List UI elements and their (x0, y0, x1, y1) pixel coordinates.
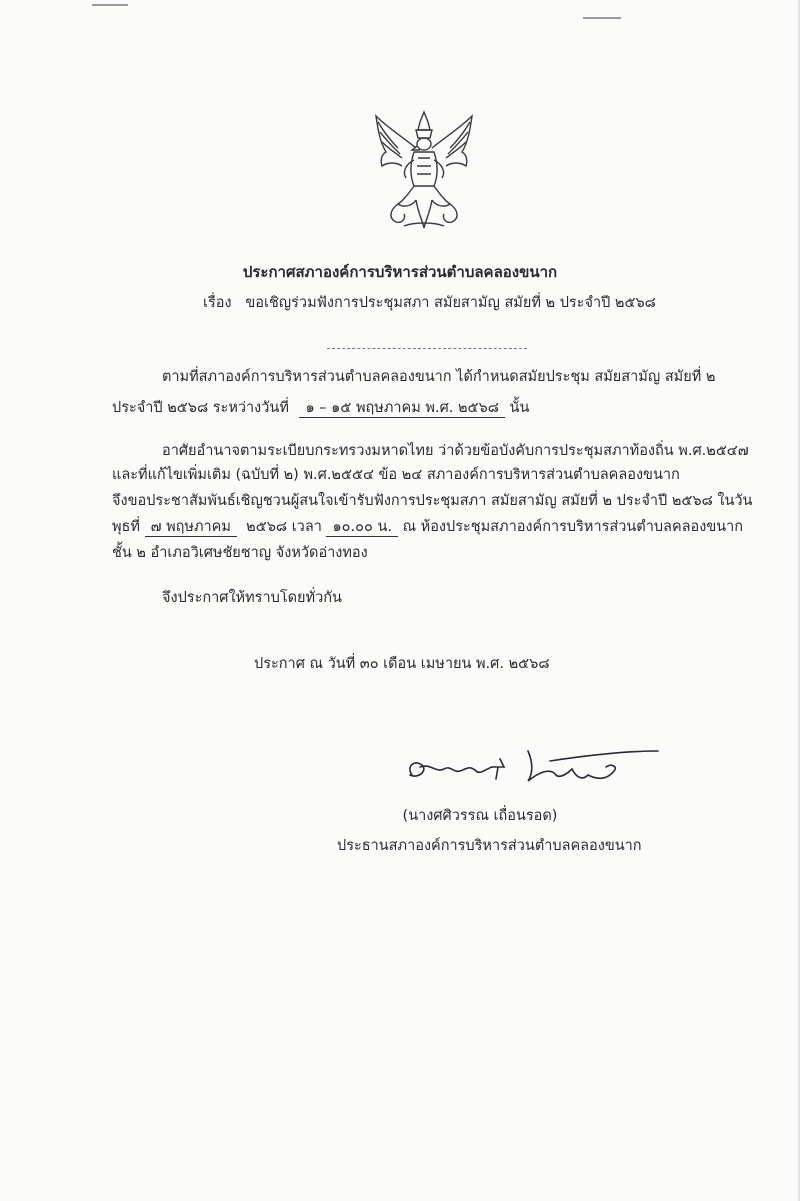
separator-line (327, 348, 527, 349)
scan-mark-right (583, 17, 621, 19)
para1-line2-end: นั้น (509, 400, 530, 416)
para2-line5: ชั้น ๒ อำเภอวิเศษชัยชาญ จังหวัดอ่างทอง (112, 545, 368, 561)
para2-line4-day: พุธที่ (112, 519, 140, 535)
para2-line1: อาศัยอำนาจตามระเบียบกระทรวงมหาดไทย ว่าด้วยข้อบังคับการประชุมสภาท้องถิ่น พ.ศ.๒๕๔๗ (162, 443, 749, 459)
para1-line1: ตามที่สภาองค์การบริหารส่วนตำบลคลองขนาก ได้กำหนดสมัยประชุม สมัยสามัญ สมัยที่ ๒ (162, 369, 716, 385)
para2-line4 (112, 517, 743, 537)
meeting-year: ๒๕๖๘ (246, 519, 288, 535)
subject-line (203, 293, 656, 313)
meeting-date: ๗ พฤษภาคม (145, 518, 237, 537)
signer-position: ประธานสภาองค์การบริหารส่วนตำบลคลองขนาก (337, 838, 642, 854)
subject-text: ขอเชิญร่วมฟังการประชุมสภา สมัยสามัญ สมัยที่ ๒ ประจำปี ๒๕๖๘ (245, 295, 656, 311)
para3-text: จึงประกาศให้ทราบโดยทั่วกัน (162, 590, 342, 606)
time-label: เวลา (291, 519, 322, 535)
para1-line2 (112, 398, 529, 418)
meeting-period-date: ๑ – ๑๕ พฤษภาคม พ.ศ. ๒๕๖๘ (299, 399, 504, 418)
para2-line3: จึงขอประชาสัมพันธ์เชิญชวนผู้สนใจเข้ารับฟังการประชุมสภา สมัยสามัญ สมัยที่ ๒ ประจำปี ๒๕๖๘ ในวัน (112, 493, 753, 509)
para1-line2-text: ประจำปี ๒๕๖๘ ระหว่างวันที่ (112, 400, 289, 416)
meeting-time: ๑๐.๐๐ น. (326, 518, 398, 537)
announcement-date: ประกาศ ณ วันที่ ๓๐ เดือน เมษายน พ.ศ. ๒๕๖๘ (254, 656, 550, 672)
announcement-title: ประกาศสภาองค์การบริหารส่วนตำบลคลองขนาก (242, 263, 558, 281)
subject-label: เรื่อง (203, 295, 232, 311)
signer-name: (นางศศิวรรณ เถื่อนรอด) (402, 808, 558, 824)
para2-line4-place: ณ ห้องประชุมสภาองค์การบริหารส่วนตำบลคลองขนาก (402, 519, 744, 535)
para2-line2: และที่แก้ไขเพิ่มเติม (ฉบับที่ ๒) พ.ศ.๒๕๕๔ ข้อ ๒๔ สภาองค์การบริหารส่วนตำบลคลองขนาก (112, 467, 680, 483)
garuda-emblem-icon (368, 108, 480, 232)
signature-image (400, 745, 662, 793)
scan-mark-left (92, 4, 128, 6)
